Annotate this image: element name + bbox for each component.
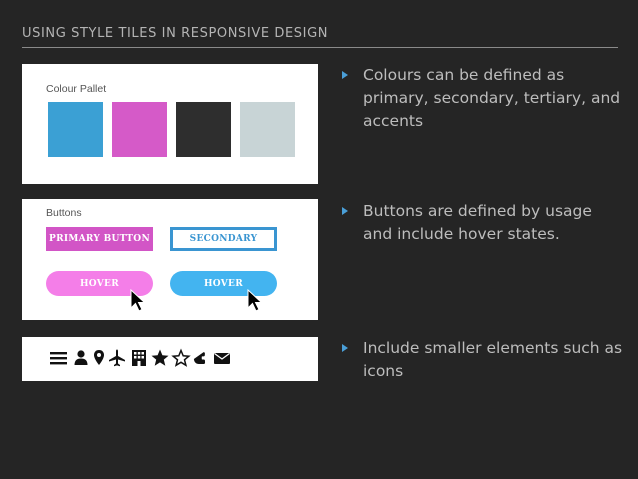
colour-palette-label: Colour Pallet (46, 83, 107, 95)
primary-button[interactable]: PRIMARY BUTTON (46, 227, 153, 251)
map-pin-icon[interactable] (89, 348, 109, 368)
user-icon[interactable] (71, 348, 91, 368)
pointer-cursor-icon (130, 289, 146, 313)
menu-icon[interactable] (49, 348, 69, 368)
title-divider (22, 47, 618, 48)
phone-icon[interactable] (192, 348, 212, 368)
secondary-button[interactable]: SECONDARY (170, 227, 277, 251)
airplane-icon[interactable] (107, 348, 127, 368)
buttons-tile (22, 199, 318, 320)
swatch-tertiary (176, 102, 231, 157)
swatch-primary (48, 102, 103, 157)
bullet-marker-icon (342, 207, 348, 215)
star-outline-icon[interactable] (171, 348, 191, 368)
bullet-marker-icon (342, 344, 348, 352)
bullet-text: Buttons are defined by usage and include hover states. (363, 202, 592, 243)
building-icon[interactable] (129, 348, 149, 368)
swatch-secondary (112, 102, 167, 157)
slide-title: USING STYLE TILES IN RESPONSIVE DESIGN (22, 26, 329, 41)
hover-button-pink[interactable]: HOVER (46, 271, 153, 296)
colour-palette-tile (22, 64, 318, 184)
bullet-marker-icon (342, 71, 348, 79)
bullet-text: Include smaller elements such as icons (363, 339, 623, 380)
mail-icon[interactable] (212, 348, 232, 368)
star-filled-icon[interactable] (150, 348, 170, 368)
pointer-cursor-icon (247, 289, 263, 313)
bullet-text: Colours can be defined as primary, secondary, tertiary, and accents (363, 66, 621, 130)
buttons-label: Buttons (46, 207, 82, 219)
swatch-accent (240, 102, 295, 157)
icons-tile (22, 337, 318, 381)
hover-button-blue[interactable]: HOVER (170, 271, 277, 296)
